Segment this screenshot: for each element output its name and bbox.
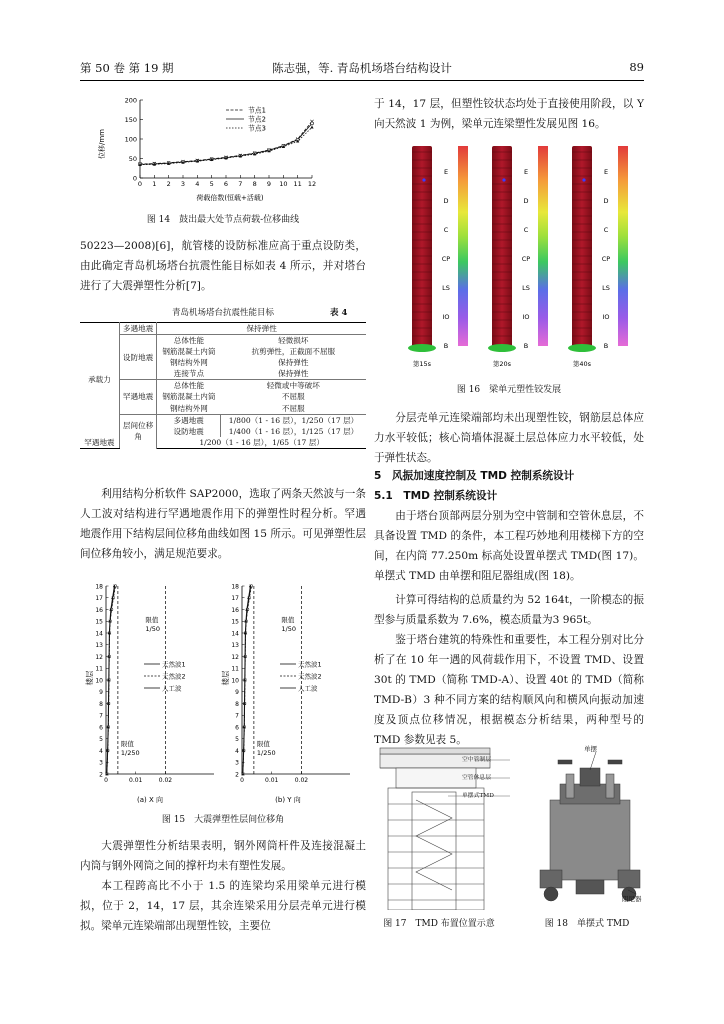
fig16-level-label: D: [443, 197, 449, 205]
f15b-xtick-label: 0.01: [265, 777, 279, 784]
table4-sf-overall: 轻微损坏: [221, 335, 366, 347]
table4-sf-rc-label: 钢筋混凝土内筒: [162, 347, 216, 357]
fig14-xtick-label: 4: [195, 180, 200, 188]
fig16-level-label: D: [523, 197, 529, 205]
table4-perf-frequent: 保持弹性: [157, 323, 366, 335]
f15a-ytick-label: 18: [95, 583, 103, 591]
fig14-point: [310, 126, 313, 129]
fig14-caption: 图 14 鼓出最大处节点荷载-位移曲线: [146, 215, 300, 225]
f15a-ytick-label: 4: [99, 747, 103, 755]
f15a-limit-upper-label: 限值: [145, 616, 159, 624]
fig14-series: [138, 120, 313, 166]
fig16-level-label: LS: [602, 284, 610, 292]
table4-rare-overall-label: 总体性能: [157, 380, 221, 392]
fig14-legend-label: 节点1: [248, 106, 266, 115]
table4-sf-node-label: 连接节点: [173, 369, 205, 379]
fig16-time-label: 第20s: [492, 360, 512, 368]
fig17-label-3: 单摆式TMD: [462, 793, 494, 799]
table4-drift-level-2: 设防地震: [157, 426, 221, 437]
f15a-limit-upper-value: 1/50: [145, 625, 161, 633]
table4-rare-steel: 不屈服: [281, 403, 305, 413]
journal-issue: 第 50 卷 第 19 期: [80, 61, 174, 75]
f15a-legend-label: 人工波: [162, 684, 182, 693]
fig16-level-label: E: [523, 168, 529, 176]
fig14-xtick-label: 3: [180, 180, 186, 188]
table4-rare-overall: 轻微或中等破坏: [221, 380, 366, 392]
f15b-ytick-label: 3: [235, 759, 239, 767]
fig16-base: [408, 344, 436, 352]
f15a-xtick-label: 0.02: [158, 777, 173, 784]
fig16-tower: [572, 146, 592, 348]
fig15-caption: 图 15 大震弹塑性层间位移角: [161, 815, 285, 825]
fig18-drawing: [536, 744, 644, 910]
table4-drift-3: 1/200（1 - 16 层），1/65（17 层）: [157, 437, 366, 449]
table4-drift-2: 1/400（1 - 16 层），1/125（17 层）: [228, 426, 359, 436]
f15a-legend-label: 天然波2: [162, 672, 186, 681]
fig14-legend-label: 节点3: [248, 124, 266, 133]
fig18-label-damper: 阻尼器: [622, 895, 642, 903]
f15b-ytick-label: 8: [235, 700, 239, 708]
f15b-ytick-label: 6: [235, 724, 239, 732]
table4-rare-rc-label: 钢筋混凝土内筒: [162, 392, 216, 402]
f15a-ytick-label: 9: [99, 689, 103, 697]
fig16-level-label: LS: [442, 284, 450, 292]
f15a-legend-label: 天然波1: [162, 660, 186, 669]
fig15b-sublabel: (b) Y 向: [275, 796, 301, 804]
fig16-tower: [492, 146, 512, 348]
right-para-5: 鉴于塔台建筑的特殊性和重要性，本工程分别对比分析了在 10 年一遇的风荷载作用下，不设置 TMD、设置 30t 的 TMD（简称 TMD-A）、设置 40t 的 TMD（简称 TMD-B）3 种不同方案的结构顺风向和横风向振动加速度及顶点位移情况，根据模态分析结果，两种型号的 TMD 参数见表 5。: [374, 634, 644, 746]
f15b-ytick-label: 18: [231, 583, 239, 591]
f15a-ytick-label: 15: [95, 618, 103, 626]
table4-level-rare: 罕遇地震: [119, 380, 156, 414]
fig15b-ylabel: 楼层: [221, 670, 230, 686]
fig16-level-label: C: [443, 226, 449, 234]
fig14-ytick-label: 0: [132, 174, 137, 183]
fig15a-sublabel: (a) X 向: [137, 796, 163, 804]
fig14-xtick-label: 11: [293, 180, 302, 188]
f15b-legend-label: 人工波: [298, 684, 318, 693]
f15b-legend-label: 天然波2: [298, 672, 322, 681]
fig14-xtick-label: 9: [266, 180, 272, 188]
fig14-point: [311, 122, 314, 125]
fig16-tower: [412, 146, 432, 348]
f15a-ytick-label: 8: [99, 700, 103, 708]
fig14-ylabel: 位移/mm: [98, 129, 106, 159]
table4-rare-steel-label: 钢结构外网: [169, 403, 208, 413]
fig14-ytick-label: 50: [128, 155, 137, 163]
f15a-ytick-label: 13: [95, 642, 103, 650]
fig14-legend-label: 节点2: [248, 115, 266, 124]
table4-sf-overall-label: 总体性能: [157, 335, 221, 347]
right-para-4: 计算可得结构的总质量约为 52 164t，一阶模态的振型参与质量系数为 7.6%，模态质量为3 965t。: [374, 594, 644, 626]
f15a-limit-lower-value: 1/250: [120, 749, 140, 757]
table4-rare-rc: 不屈服: [281, 392, 305, 402]
f15a-ytick-label: 3: [99, 759, 103, 767]
f15a-ytick-label: 17: [95, 595, 103, 603]
f15b-ytick-label: 10: [231, 677, 239, 685]
f15b-ytick-label: 13: [231, 642, 239, 650]
fig14-xtick-label: 0: [137, 180, 143, 188]
f15b-ytick-label: 5: [235, 736, 239, 744]
f15a-ytick-label: 14: [95, 630, 103, 638]
left-para-1: 50223—2008)[6]，航管楼的设防标准应高于重点设防类，由此确定青岛机场塔台抗震性能目标如表 4 所示，并对塔台进行了大震弹塑性分析[7]。: [80, 240, 366, 292]
f15b-ytick-label: 14: [231, 630, 239, 638]
f15a-xtick-label: 0: [104, 777, 108, 784]
f15a-ytick-label: 16: [95, 606, 103, 614]
fig15b-chart: [231, 583, 350, 784]
fig15-charts: [84, 578, 364, 804]
fig16-hinge-marker: [582, 178, 585, 181]
fig15a-ylabel: 楼层: [85, 670, 94, 686]
fig16-base: [488, 344, 516, 352]
page-number: 89: [629, 60, 644, 74]
f15b-limit-upper-label: 限值: [281, 616, 295, 624]
fig14-xlabel: 荷载倍数(恒载+活载): [196, 194, 264, 202]
f15b-limit-lower-label: 限值: [256, 740, 270, 748]
fig16-base: [568, 344, 596, 352]
f15b-ytick-label: 11: [231, 665, 239, 673]
fig16-caption: 图 16 梁单元塑性铰发展: [456, 385, 562, 395]
table4-sf-rc: 抗剪弹性，正截面不屈服: [251, 347, 336, 357]
fig16-level-label: B: [523, 342, 529, 350]
f15b-ytick-label: 12: [231, 653, 239, 661]
fig14-axes: [125, 97, 317, 189]
table4-drift-level-3: 罕遇地震: [80, 437, 119, 449]
f15a-xtick-label: 0.01: [129, 777, 143, 784]
fig16-time-label: 第40s: [572, 360, 592, 368]
table4-level-sf: 设防地震: [119, 335, 156, 380]
f15b-limit-lower-value: 1/250: [256, 749, 276, 757]
header-rule: [80, 80, 644, 81]
f15a-ytick-label: 2: [99, 771, 103, 779]
f15b-ytick-label: 17: [231, 595, 239, 603]
table4-sf-node: 保持弹性: [278, 369, 309, 379]
left-para-2: 利用结构分析软件 SAP2000，选取了两条天然波与一条人工波对结构进行罕遇地震作用下的弹塑性时程分析。罕遇地震作用下结构层间位移角曲线如图 15 所示。可见弹塑性层间位移角较小，满足规范要求。: [80, 488, 366, 560]
fig15a-chart: [95, 583, 214, 784]
f15a-ytick-label: 5: [99, 736, 103, 744]
f15a-ytick-label: 7: [99, 712, 103, 720]
table4-drift-level-1: 多遇地震: [157, 414, 221, 426]
fig14-ytick-label: 150: [124, 116, 137, 124]
fig14-xtick-label: 2: [166, 180, 171, 188]
right-para-3: 由于塔台顶部两层分别为空中管制和空管休息层，不具备设置 TMD 的条件，本工程巧妙地利用楼梯下方的空间，在内筒 77.250m 标高处设置单摆式 TMD(图 17)。单摆式 TMD 由单摆和阻尼器组成(图 18)。: [374, 510, 644, 582]
fig16-level-label: IO: [522, 313, 530, 321]
fig14-xtick-label: 6: [223, 180, 229, 188]
table4-title: 青岛机场塔台抗震性能目标: [171, 308, 274, 318]
fig18-caption: 图 18 单摆式 TMD: [544, 919, 630, 929]
fig14-ytick-label: 100: [124, 135, 137, 144]
section-5-heading: 5 风振加速度控制及 TMD 控制系统设计: [374, 470, 575, 482]
fig17-drawing: [374, 744, 514, 910]
table4-sf-steel: 保持弹性: [278, 358, 309, 368]
fig16-level-label: CP: [601, 255, 611, 263]
fig16-level-label: E: [443, 168, 449, 176]
fig16-hinge-marker: [502, 178, 505, 181]
fig14-xtick-label: 7: [238, 180, 243, 188]
table4-cap: 承载力: [80, 323, 119, 437]
fig18-label-pendulum: 单摆: [584, 745, 597, 753]
section-5-1-heading: 5.1 TMD 控制系统设计: [374, 490, 498, 502]
fig17-label-1: 空中管制层: [462, 757, 491, 763]
f15b-ytick-label: 4: [235, 747, 239, 755]
fig17-caption: 图 17 TMD 布置位置示意: [383, 919, 495, 929]
right-para-2: 分层壳单元连梁端部均未出现塑性铰，钢筋层总体应力水平较低；核心筒墙体混凝土层总体应力水平较低，处于弹性状态。: [374, 412, 644, 464]
fig14-xtick-label: 12: [307, 180, 317, 188]
f15b-ytick-label: 16: [231, 606, 239, 614]
fig16-color-scale: [618, 146, 628, 346]
f15a-ytick-label: 6: [99, 724, 103, 732]
f15b-ytick-label: 2: [235, 771, 239, 779]
fig14-ytick-label: 200: [124, 96, 137, 105]
table4-level-frequent: 多遇地震: [119, 323, 156, 335]
table4-drift-1: 1/800（1 - 16 层），1/250（17 层）: [221, 414, 366, 426]
f15a-ytick-label: 10: [95, 677, 103, 685]
fig16-level-label: IO: [602, 313, 610, 321]
fig16-color-scale: [458, 146, 468, 346]
fig16-level-label: IO: [442, 313, 450, 321]
left-para-4: 本工程跨高比不小于 1.5 的连梁均采用梁单元进行模拟，位于 2，14，17 层，其余连梁采用分层壳单元进行模拟。梁单元连梁端部出现塑性铰，主要位: [80, 880, 366, 932]
f15a-limit-lower-label: 限值: [120, 740, 134, 748]
table4-sf-steel-label: 钢结构外网: [169, 358, 208, 368]
f15b-xtick-label: 0.02: [294, 777, 309, 784]
fig14-legend: [226, 106, 266, 133]
fig16-panels: [408, 146, 628, 368]
fig14-xtick-label: 8: [252, 180, 257, 188]
fig14-chart: [90, 94, 340, 204]
f15b-legend-label: 天然波1: [298, 660, 322, 669]
fig16-level-label: C: [523, 226, 529, 234]
fig14-xtick-label: 5: [209, 180, 214, 188]
f15b-xtick-label: 0: [240, 777, 244, 784]
right-para-1: 于 14，17 层，但塑性铰状态均处于直接使用阶段，以 Y 向天然波 1 为例，梁单元连梁塑性发展见图 16。: [374, 98, 644, 130]
fig16-level-label: E: [603, 168, 609, 176]
fig16-time-label: 第15s: [412, 360, 432, 368]
fig16-level-label: B: [603, 342, 609, 350]
fig16-level-label: CP: [521, 255, 531, 263]
table4-label: 表 4: [330, 308, 348, 318]
f15a-ytick-label: 11: [95, 665, 103, 673]
f15b-limit-upper-value: 1/50: [281, 625, 297, 633]
table4-drift: 层间位移角: [119, 414, 156, 448]
f15b-ytick-label: 9: [235, 689, 239, 697]
f15b-ytick-label: 7: [235, 712, 239, 720]
f15b-ytick-label: 15: [231, 618, 239, 626]
table4: [80, 322, 366, 449]
running-title: 陈志强，等. 青岛机场塔台结构设计: [272, 61, 452, 75]
fig17-label-2: 空管休息层: [462, 775, 491, 781]
f15a-ytick-label: 12: [95, 653, 103, 661]
fig14-xtick-label: 1: [152, 180, 157, 188]
fig16-figure: [398, 140, 632, 376]
left-para-3: 大震弹塑性分析结果表明，钢外网筒杆件及连接混凝土内筒与钢外网筒之间的撑杆均未有塑性发展。: [80, 840, 366, 872]
fig16-color-scale: [538, 146, 548, 346]
fig16-level-label: D: [603, 197, 609, 205]
fig16-hinge-marker: [422, 178, 425, 181]
fig16-level-label: C: [603, 226, 609, 234]
fig16-level-label: LS: [522, 284, 530, 292]
fig14-xtick-label: 10: [279, 180, 288, 188]
fig16-level-label: CP: [441, 255, 451, 263]
fig16-level-label: B: [443, 342, 449, 350]
